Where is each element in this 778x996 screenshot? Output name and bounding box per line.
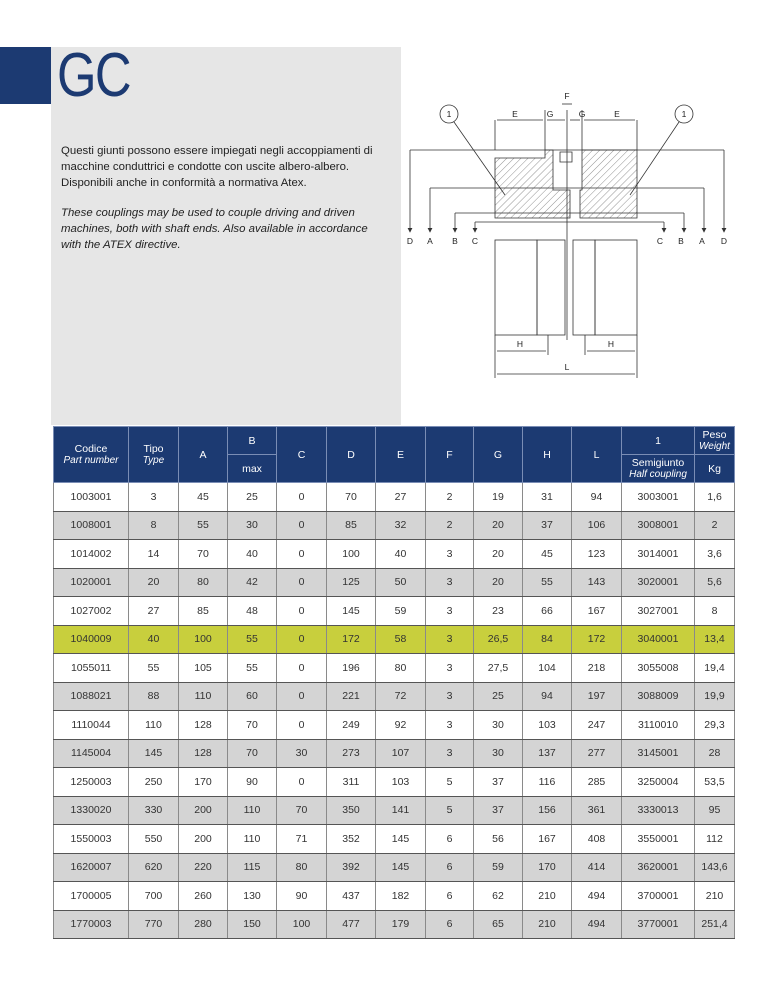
table-cell: 1550003 bbox=[54, 825, 129, 854]
table-cell: 437 bbox=[327, 882, 376, 911]
diagram-label-g-right: G bbox=[578, 109, 586, 119]
diagram-label-e-left: E bbox=[512, 109, 518, 119]
table-cell: 5 bbox=[426, 796, 474, 825]
table-cell: 0 bbox=[277, 711, 327, 740]
table-cell: 84 bbox=[523, 625, 572, 654]
header-a: A bbox=[179, 427, 228, 483]
table-cell: 27 bbox=[129, 597, 179, 626]
table-cell: 30 bbox=[228, 511, 277, 540]
table-cell: 28 bbox=[695, 739, 735, 768]
table-cell: 200 bbox=[179, 796, 228, 825]
table-cell: 123 bbox=[572, 540, 622, 569]
table-cell: 210 bbox=[523, 910, 572, 939]
diagram-label-h-left: H bbox=[516, 339, 524, 349]
table-cell: 5 bbox=[426, 768, 474, 797]
table-cell: 3003001 bbox=[622, 483, 695, 512]
table-cell: 95 bbox=[695, 796, 735, 825]
table-cell: 770 bbox=[129, 910, 179, 939]
table-row bbox=[54, 654, 735, 683]
table-cell: 48 bbox=[228, 597, 277, 626]
table-cell: 494 bbox=[572, 882, 622, 911]
table-cell: 0 bbox=[277, 654, 327, 683]
table-cell: 53,5 bbox=[695, 768, 735, 797]
table-cell: 8 bbox=[129, 511, 179, 540]
table-cell: 1027002 bbox=[54, 597, 129, 626]
table-row bbox=[54, 796, 735, 825]
table-cell: 110 bbox=[129, 711, 179, 740]
table-cell: 70 bbox=[179, 540, 228, 569]
table-cell: 251,4 bbox=[695, 910, 735, 939]
table-cell: 56 bbox=[474, 825, 523, 854]
table-cell: 110 bbox=[179, 682, 228, 711]
table-cell: 3 bbox=[426, 739, 474, 768]
table-row bbox=[54, 853, 735, 882]
table-cell: 1088021 bbox=[54, 682, 129, 711]
table-cell: 3250004 bbox=[622, 768, 695, 797]
table-cell: 6 bbox=[426, 882, 474, 911]
table-cell: 150 bbox=[228, 910, 277, 939]
table-cell: 172 bbox=[572, 625, 622, 654]
table-cell: 37 bbox=[474, 768, 523, 797]
table-cell: 30 bbox=[474, 711, 523, 740]
table-cell: 80 bbox=[376, 654, 426, 683]
table-cell: 42 bbox=[228, 568, 277, 597]
table-cell: 80 bbox=[179, 568, 228, 597]
table-cell: 58 bbox=[376, 625, 426, 654]
table-cell: 700 bbox=[129, 882, 179, 911]
diagram-label-d-left: D bbox=[406, 236, 414, 246]
table-cell: 3027001 bbox=[622, 597, 695, 626]
table-row bbox=[54, 682, 735, 711]
table-cell: 5,6 bbox=[695, 568, 735, 597]
table-cell: 30 bbox=[474, 739, 523, 768]
table-cell: 172 bbox=[327, 625, 376, 654]
table-cell: 220 bbox=[179, 853, 228, 882]
header-type bbox=[129, 427, 179, 483]
table-cell: 100 bbox=[327, 540, 376, 569]
table-cell: 19,9 bbox=[695, 682, 735, 711]
table-row bbox=[54, 825, 735, 854]
table-cell: 62 bbox=[474, 882, 523, 911]
specification-table bbox=[53, 426, 735, 939]
table-cell: 3770001 bbox=[622, 910, 695, 939]
table-cell: 145 bbox=[376, 825, 426, 854]
header-f: F bbox=[426, 427, 474, 483]
table-cell: 85 bbox=[327, 511, 376, 540]
table-cell: 3040001 bbox=[622, 625, 695, 654]
header-tipo: Tipo bbox=[143, 443, 164, 455]
table-cell: 70 bbox=[228, 711, 277, 740]
table-body bbox=[54, 483, 735, 939]
table-cell: 260 bbox=[179, 882, 228, 911]
diagram-label-a-right: A bbox=[699, 236, 705, 246]
table-cell: 3700001 bbox=[622, 882, 695, 911]
table-cell: 550 bbox=[129, 825, 179, 854]
table-cell: 23 bbox=[474, 597, 523, 626]
table-cell: 107 bbox=[376, 739, 426, 768]
table-cell: 105 bbox=[179, 654, 228, 683]
header-part-number-en: Part number bbox=[63, 455, 119, 466]
table-row bbox=[54, 711, 735, 740]
diagram-label-g-left: G bbox=[546, 109, 554, 119]
table-cell: 1110044 bbox=[54, 711, 129, 740]
table-cell: 196 bbox=[327, 654, 376, 683]
table-cell: 104 bbox=[523, 654, 572, 683]
brand-corner-block bbox=[0, 47, 51, 104]
diagram-label-c-left: C bbox=[471, 236, 479, 246]
table-cell: 14 bbox=[129, 540, 179, 569]
header-semigiunto-it: Semigiunto bbox=[631, 457, 685, 469]
table-cell: 1003001 bbox=[54, 483, 129, 512]
table-cell: 145 bbox=[129, 739, 179, 768]
page-title: GC bbox=[57, 41, 130, 110]
table-cell: 110 bbox=[228, 825, 277, 854]
header-kg: Kg bbox=[695, 455, 735, 483]
table-row bbox=[54, 625, 735, 654]
table-cell: 3020001 bbox=[622, 568, 695, 597]
table-cell: 31 bbox=[523, 483, 572, 512]
table-cell: 392 bbox=[327, 853, 376, 882]
table-cell: 0 bbox=[277, 483, 327, 512]
table-cell: 66 bbox=[523, 597, 572, 626]
table-cell: 3 bbox=[426, 654, 474, 683]
table-cell: 3014001 bbox=[622, 540, 695, 569]
table-cell: 137 bbox=[523, 739, 572, 768]
table-cell: 200 bbox=[179, 825, 228, 854]
table-cell: 100 bbox=[277, 910, 327, 939]
callout-1-left: 1 bbox=[446, 109, 452, 119]
table-cell: 90 bbox=[277, 882, 327, 911]
table-cell: 1014002 bbox=[54, 540, 129, 569]
table-cell: 3,6 bbox=[695, 540, 735, 569]
table-cell: 25 bbox=[474, 682, 523, 711]
header-codice: Codice bbox=[74, 443, 108, 455]
table-cell: 1008001 bbox=[54, 511, 129, 540]
table-cell: 141 bbox=[376, 796, 426, 825]
table-cell: 6 bbox=[426, 910, 474, 939]
table-cell: 221 bbox=[327, 682, 376, 711]
header-h: H bbox=[523, 427, 572, 483]
table-cell: 37 bbox=[523, 511, 572, 540]
table-cell: 361 bbox=[572, 796, 622, 825]
table-cell: 70 bbox=[277, 796, 327, 825]
table-cell: 103 bbox=[376, 768, 426, 797]
table-cell: 1250003 bbox=[54, 768, 129, 797]
table-cell: 210 bbox=[695, 882, 735, 911]
description-italian: Questi giunti possono essere impiegati negli accoppiamenti di macchine conduttrici e condotte con uscite albero-albero. Disponibili anche in conformità a normativa Atex. bbox=[61, 145, 373, 189]
table-cell: 27,5 bbox=[474, 654, 523, 683]
table-row bbox=[54, 540, 735, 569]
table-cell: 1620007 bbox=[54, 853, 129, 882]
table-cell: 0 bbox=[277, 625, 327, 654]
table-cell: 167 bbox=[523, 825, 572, 854]
table-cell: 3 bbox=[426, 540, 474, 569]
table-cell: 3110010 bbox=[622, 711, 695, 740]
table-cell: 3 bbox=[426, 711, 474, 740]
table-cell: 72 bbox=[376, 682, 426, 711]
header-weight bbox=[695, 427, 735, 455]
table-cell: 1145004 bbox=[54, 739, 129, 768]
table-cell: 143,6 bbox=[695, 853, 735, 882]
table-cell: 19,4 bbox=[695, 654, 735, 683]
table-cell: 59 bbox=[376, 597, 426, 626]
table-cell: 85 bbox=[179, 597, 228, 626]
table-row bbox=[54, 739, 735, 768]
table-cell: 128 bbox=[179, 711, 228, 740]
header-part-number bbox=[54, 427, 129, 483]
table-cell: 40 bbox=[129, 625, 179, 654]
table-cell: 145 bbox=[376, 853, 426, 882]
table-cell: 116 bbox=[523, 768, 572, 797]
table-cell: 100 bbox=[179, 625, 228, 654]
table-cell: 50 bbox=[376, 568, 426, 597]
table-cell: 0 bbox=[277, 540, 327, 569]
table-cell: 88 bbox=[129, 682, 179, 711]
table-cell: 6 bbox=[426, 825, 474, 854]
table-cell: 0 bbox=[277, 597, 327, 626]
table-cell: 110 bbox=[228, 796, 277, 825]
table-cell: 3088009 bbox=[622, 682, 695, 711]
table-cell: 273 bbox=[327, 739, 376, 768]
table-cell: 414 bbox=[572, 853, 622, 882]
header-peso: Peso bbox=[702, 429, 727, 441]
table-row bbox=[54, 882, 735, 911]
table-cell: 247 bbox=[572, 711, 622, 740]
table-cell: 70 bbox=[327, 483, 376, 512]
table-cell: 60 bbox=[228, 682, 277, 711]
header-g: G bbox=[474, 427, 523, 483]
header-e: E bbox=[376, 427, 426, 483]
table-cell: 71 bbox=[277, 825, 327, 854]
table-cell: 3 bbox=[426, 597, 474, 626]
header-b-max: max bbox=[228, 455, 277, 483]
table-cell: 3550001 bbox=[622, 825, 695, 854]
table-cell: 218 bbox=[572, 654, 622, 683]
table-cell: 80 bbox=[277, 853, 327, 882]
table-cell: 3 bbox=[426, 568, 474, 597]
table-cell: 277 bbox=[572, 739, 622, 768]
table-cell: 179 bbox=[376, 910, 426, 939]
table-cell: 167 bbox=[572, 597, 622, 626]
table-cell: 210 bbox=[523, 882, 572, 911]
table-cell: 112 bbox=[695, 825, 735, 854]
table-cell: 1770003 bbox=[54, 910, 129, 939]
table-cell: 1055011 bbox=[54, 654, 129, 683]
table-row bbox=[54, 768, 735, 797]
table-cell: 40 bbox=[228, 540, 277, 569]
table-cell: 2 bbox=[695, 511, 735, 540]
table-cell: 408 bbox=[572, 825, 622, 854]
table-cell: 20 bbox=[474, 511, 523, 540]
table-row bbox=[54, 568, 735, 597]
table-cell: 170 bbox=[179, 768, 228, 797]
table-cell: 197 bbox=[572, 682, 622, 711]
table-cell: 182 bbox=[376, 882, 426, 911]
table-cell: 30 bbox=[277, 739, 327, 768]
table-cell: 250 bbox=[129, 768, 179, 797]
table-cell: 55 bbox=[228, 654, 277, 683]
table-cell: 37 bbox=[474, 796, 523, 825]
table-cell: 170 bbox=[523, 853, 572, 882]
table-cell: 40 bbox=[376, 540, 426, 569]
table-cell: 1330020 bbox=[54, 796, 129, 825]
table-cell: 59 bbox=[474, 853, 523, 882]
table-cell: 311 bbox=[327, 768, 376, 797]
header-semigiunto bbox=[622, 455, 695, 483]
table-cell: 20 bbox=[474, 540, 523, 569]
table-row bbox=[54, 910, 735, 939]
header-l: L bbox=[572, 427, 622, 483]
table-cell: 2 bbox=[426, 483, 474, 512]
header-type-en: Type bbox=[142, 455, 165, 466]
table-cell: 1020001 bbox=[54, 568, 129, 597]
diagram-label-e-right: E bbox=[614, 109, 620, 119]
header-half-coupling-en: Half coupling bbox=[629, 469, 687, 480]
table-cell: 620 bbox=[129, 853, 179, 882]
table-cell: 106 bbox=[572, 511, 622, 540]
table-cell: 92 bbox=[376, 711, 426, 740]
diagram-label-f: F bbox=[564, 91, 570, 101]
table-cell: 128 bbox=[179, 739, 228, 768]
table-cell: 70 bbox=[228, 739, 277, 768]
table-cell: 6 bbox=[426, 853, 474, 882]
table-cell: 45 bbox=[179, 483, 228, 512]
table-cell: 45 bbox=[523, 540, 572, 569]
table-cell: 13,4 bbox=[695, 625, 735, 654]
table-cell: 19 bbox=[474, 483, 523, 512]
table-cell: 25 bbox=[228, 483, 277, 512]
diagram-label-h-right: H bbox=[607, 339, 615, 349]
table-cell: 103 bbox=[523, 711, 572, 740]
table-cell: 285 bbox=[572, 768, 622, 797]
table-cell: 1040009 bbox=[54, 625, 129, 654]
table-cell: 20 bbox=[129, 568, 179, 597]
diagram-label-d-right: D bbox=[720, 236, 728, 246]
table-cell: 494 bbox=[572, 910, 622, 939]
table-cell: 26,5 bbox=[474, 625, 523, 654]
table-cell: 0 bbox=[277, 568, 327, 597]
header-weight-en: Weight bbox=[699, 441, 730, 452]
table-row bbox=[54, 483, 735, 512]
table-cell: 1,6 bbox=[695, 483, 735, 512]
table-cell: 3 bbox=[129, 483, 179, 512]
table-cell: 27 bbox=[376, 483, 426, 512]
header-half-coupling-ref: 1 bbox=[622, 427, 695, 455]
table-cell: 2 bbox=[426, 511, 474, 540]
table-cell: 32 bbox=[376, 511, 426, 540]
table-cell: 3145001 bbox=[622, 739, 695, 768]
coupling-technical-drawing bbox=[400, 88, 745, 388]
diagram-label-c-right: C bbox=[656, 236, 664, 246]
table-cell: 0 bbox=[277, 511, 327, 540]
diagram-label-l: L bbox=[564, 362, 570, 372]
table-cell: 352 bbox=[327, 825, 376, 854]
table-cell: 330 bbox=[129, 796, 179, 825]
table-cell: 29,3 bbox=[695, 711, 735, 740]
table-cell: 477 bbox=[327, 910, 376, 939]
table-cell: 94 bbox=[523, 682, 572, 711]
description-english: These couplings may be used to couple driving and driven machines, both with shaft ends. Also available in accordance with the ATEX directive. bbox=[61, 207, 368, 251]
table-cell: 3 bbox=[426, 682, 474, 711]
table-cell: 94 bbox=[572, 483, 622, 512]
table-cell: 125 bbox=[327, 568, 376, 597]
diagram-label-b-left: B bbox=[452, 236, 458, 246]
table-cell: 249 bbox=[327, 711, 376, 740]
table-cell: 90 bbox=[228, 768, 277, 797]
diagram-label-b-right: B bbox=[678, 236, 684, 246]
table-cell: 3055008 bbox=[622, 654, 695, 683]
table-row bbox=[54, 597, 735, 626]
header-c: C bbox=[277, 427, 327, 483]
table-cell: 20 bbox=[474, 568, 523, 597]
table-cell: 280 bbox=[179, 910, 228, 939]
callout-1-right: 1 bbox=[681, 109, 687, 119]
table-cell: 0 bbox=[277, 768, 327, 797]
table-cell: 130 bbox=[228, 882, 277, 911]
table-cell: 8 bbox=[695, 597, 735, 626]
table-cell: 3008001 bbox=[622, 511, 695, 540]
diagram-label-a-left: A bbox=[427, 236, 433, 246]
table-cell: 156 bbox=[523, 796, 572, 825]
header-b: B bbox=[228, 427, 277, 455]
table-cell: 143 bbox=[572, 568, 622, 597]
table-cell: 3 bbox=[426, 625, 474, 654]
table-cell: 55 bbox=[523, 568, 572, 597]
table-row bbox=[54, 511, 735, 540]
table-cell: 1700005 bbox=[54, 882, 129, 911]
table-cell: 55 bbox=[179, 511, 228, 540]
table-cell: 0 bbox=[277, 682, 327, 711]
table-cell: 145 bbox=[327, 597, 376, 626]
table-cell: 3620001 bbox=[622, 853, 695, 882]
table-cell: 350 bbox=[327, 796, 376, 825]
header-d: D bbox=[327, 427, 376, 483]
table-cell: 3330013 bbox=[622, 796, 695, 825]
table-cell: 55 bbox=[228, 625, 277, 654]
table-cell: 115 bbox=[228, 853, 277, 882]
table-cell: 65 bbox=[474, 910, 523, 939]
table-cell: 55 bbox=[129, 654, 179, 683]
